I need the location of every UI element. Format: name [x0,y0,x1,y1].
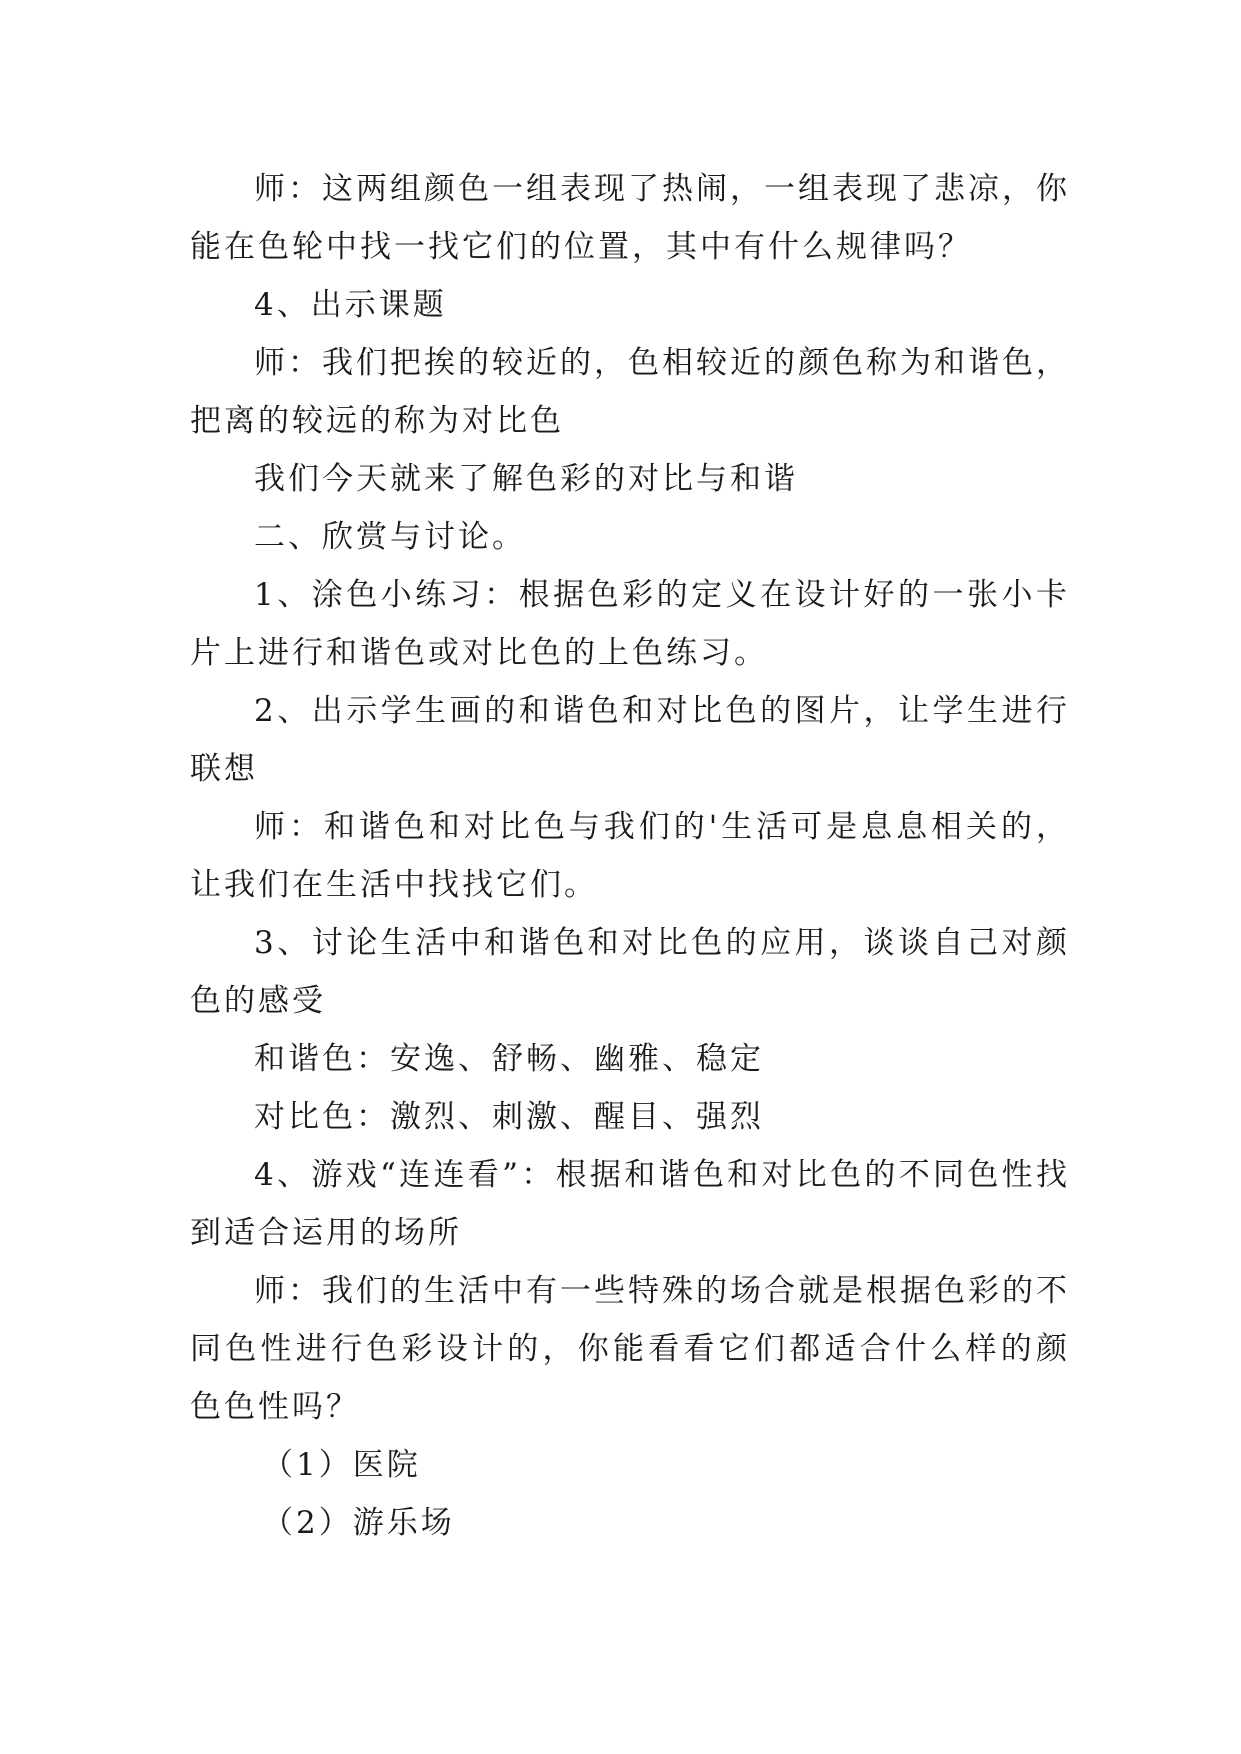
paragraph: 3、讨论生活中和谐色和对比色的应用，谈谈自己对颜色的感受 [190,925,1070,1019]
list-item: （2）游乐场 [262,1505,455,1541]
paragraph: 2、出示学生画的和谐色和对比色的图片，让学生进行联想 [190,693,1070,787]
paragraph: 和谐色：安逸、舒畅、幽雅、稳定 [254,1041,764,1077]
document-body [190,160,1070,1552]
section-heading: 二、欣赏与讨论。 [254,519,526,555]
paragraph: 4、出示课题 [254,287,447,323]
paragraph: 师：这两组颜色一组表现了热闹，一组表现了悲凉，你能在色轮中找一找它们的位置，其中有什么规律吗？ [190,171,1070,265]
paragraph: 对比色：激烈、刺激、醒目、强烈 [254,1099,764,1135]
paragraph: 师：我们把挨的较近的，色相较近的颜色称为和谐色，把离的较远的称为对比色 [190,345,1070,439]
paragraph: 1、涂色小练习：根据色彩的定义在设计好的一张小卡片上进行和谐色或对比色的上色练习。 [190,577,1070,671]
paragraph: 师：我们的生活中有一些特殊的场合就是根据色彩的不同色性进行色彩设计的，你能看看它们都适合什么样的颜色色性吗？ [190,1273,1070,1425]
paragraph: 4、游戏“连连看”：根据和谐色和对比色的不同色性找到适合运用的场所 [190,1157,1070,1251]
paragraph: 我们今天就来了解色彩的对比与和谐 [254,461,798,497]
paragraph: 师：和谐色和对比色与我们的'生活可是息息相关的，让我们在生活中找找它们。 [190,809,1070,903]
list-item: （1）医院 [262,1447,421,1483]
